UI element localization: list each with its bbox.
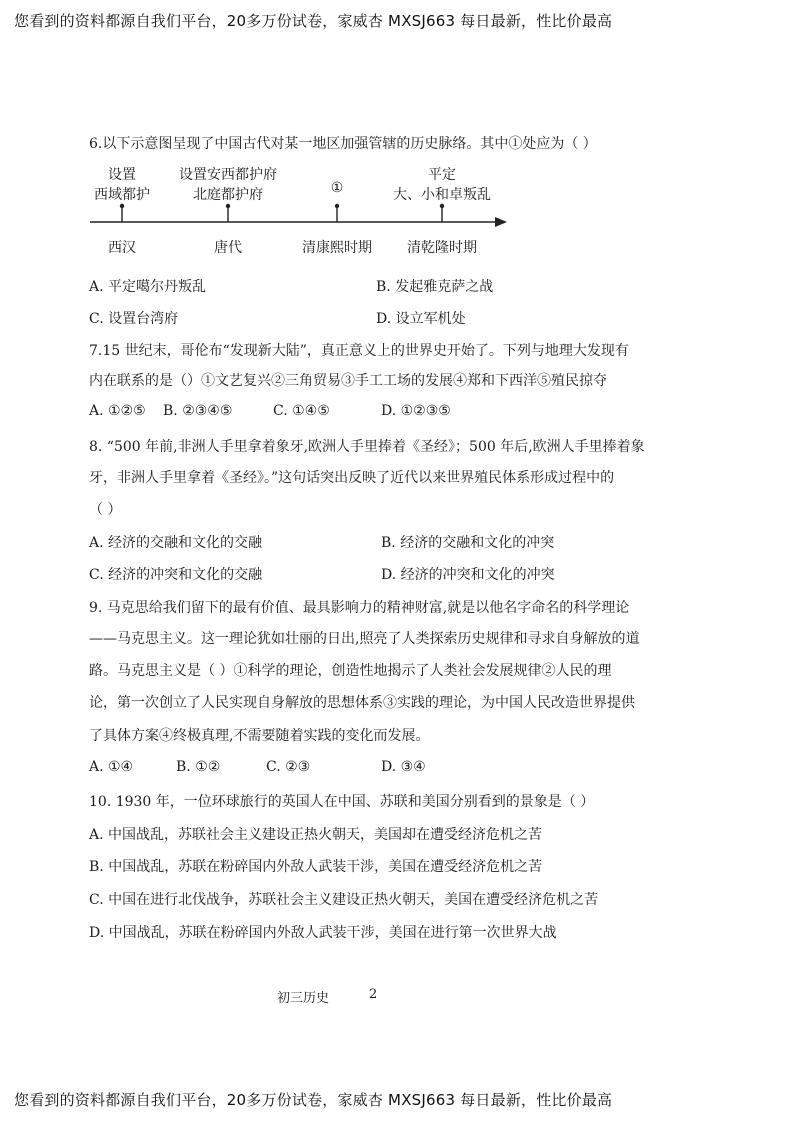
q6-stem: 6.以下示意图呈现了中国古代对某一地区加强管辖的历史脉络。其中①处应为（ ） <box>89 136 597 152</box>
timeline-axis <box>85 200 515 240</box>
q8-option-b: B. 经济的交融和文化的冲突 <box>381 535 555 551</box>
q8-option-c: C. 经济的冲突和文化的交融 <box>89 567 263 583</box>
q7-option-d: D. ①②③⑤ <box>381 403 451 419</box>
q6-option-b: B. 发起雅克萨之战 <box>376 279 494 295</box>
timeline-period-4: 清乾隆时期 <box>407 240 477 256</box>
q9-option-b: B. ①② <box>176 759 221 775</box>
page-number: 2 <box>369 987 378 1002</box>
q9-stem-line3: 路。马克思主义是（ ）①科学的理论，创造性地揭示了人类社会发展规律②人民的理 <box>89 663 612 679</box>
q9-stem-line1: 9. 马克思给我们留下的最有价值、最具影响力的精神财富,就是以他名字命名的科学理论 <box>89 600 630 616</box>
q9-stem-line2: ——马克思主义。这一理论犹如壮丽的日出,照亮了人类探索历史规律和寻求自身解放的道 <box>89 631 640 647</box>
timeline-dot-3 <box>335 204 339 208</box>
timeline-dot-2 <box>226 204 230 208</box>
timeline-event-2: 设置安西都护府 北庭都护府 <box>179 167 277 203</box>
q10-stem: 10. 1930 年，一位环球旅行的英国人在中国、苏联和美国分别看到的景象是（ ） <box>89 794 595 810</box>
timeline-period-3: 清康熙时期 <box>302 240 372 256</box>
timeline-arrow <box>495 217 507 227</box>
timeline-dot-1 <box>120 204 124 208</box>
q8-option-d: D. 经济的冲突和文化的冲突 <box>381 567 555 583</box>
q8-option-a: A. 经济的交融和文化的交融 <box>89 535 263 551</box>
timeline-event-1: 设置 西域都护 <box>94 167 150 203</box>
q10-option-d: D. 中国战乱，苏联在粉碎国内外敌人武装干涉，美国在进行第一次世界大战 <box>89 925 557 941</box>
q9-stem-line4: 论，第一次创立了人民实现自身解放的思想体系③实践的理论，为中国人民改造世界提供 <box>89 695 635 711</box>
q7-option-c: C. ①④⑤ <box>273 403 330 419</box>
q10-option-c: C. 中国在进行北伐战争，苏联社会主义建设正热火朝天，美国在遭受经济危机之苦 <box>89 892 599 908</box>
q9-stem-line5: 了具体方案④终极真理,不需要随着实践的变化而发展。 <box>89 728 430 744</box>
q10-option-b: B. 中国战乱，苏联在粉碎国内外敌人武装干涉，美国在遭受经济危机之苦 <box>89 859 543 875</box>
timeline-period-2: 唐代 <box>214 240 242 256</box>
q6-option-a: A. 平定噶尔丹叛乱 <box>89 279 207 295</box>
timeline-event-3-blank: ① <box>330 180 344 196</box>
timeline-event-4: 平定 大、小和卓叛乱 <box>393 167 491 203</box>
q6-option-d: D. 设立军机处 <box>376 311 466 327</box>
footer-subject: 初三历史 <box>277 991 330 1006</box>
q7-option-b: B. ②③④⑤ <box>163 403 233 419</box>
promo-banner-bottom: 您看到的资料都源自我们平台，20多万份试卷，家威杏 MXSJ663 每日最新，性比价最高 <box>14 1091 613 1109</box>
q7-option-a: A. ①②⑤ <box>89 403 146 419</box>
q9-option-a: A. ①④ <box>89 759 134 775</box>
q7-stem-line1: 7.15 世纪末，哥伦布“发现新大陆”，真正意义上的世界史开始了。下列与地理大发现有 <box>89 343 629 359</box>
q6-option-c: C. 设置台湾府 <box>89 311 179 327</box>
q8-stem-line1: 8. “500 年前,非洲人手里拿着象牙,欧洲人手里捧着《圣经》；500 年后,欧洲人手里捧着象 <box>89 439 645 455</box>
promo-banner-top: 您看到的资料都源自我们平台，20多万份试卷，家威杏 MXSJ663 每日最新，性比价最高 <box>14 12 613 30</box>
timeline-dot-4 <box>440 204 444 208</box>
q9-option-d: D. ③④ <box>381 759 426 775</box>
q8-stem-line3: （ ） <box>89 502 122 518</box>
q8-stem-line2: 牙，非洲人手里拿着《圣经》。”这句话突出反映了近代以来世界殖民体系形成过程中的 <box>89 470 615 486</box>
q7-stem-line2: 内在联系的是（）①文艺复兴②三角贸易③手工工场的发展④郑和下西洋⑤殖民掠夺 <box>89 373 607 389</box>
timeline-period-1: 西汉 <box>108 240 136 256</box>
q9-option-c: C. ②③ <box>266 759 311 775</box>
q10-option-a: A. 中国战乱，苏联社会主义建设正热火朝天，美国却在遭受经济危机之苦 <box>89 827 543 843</box>
